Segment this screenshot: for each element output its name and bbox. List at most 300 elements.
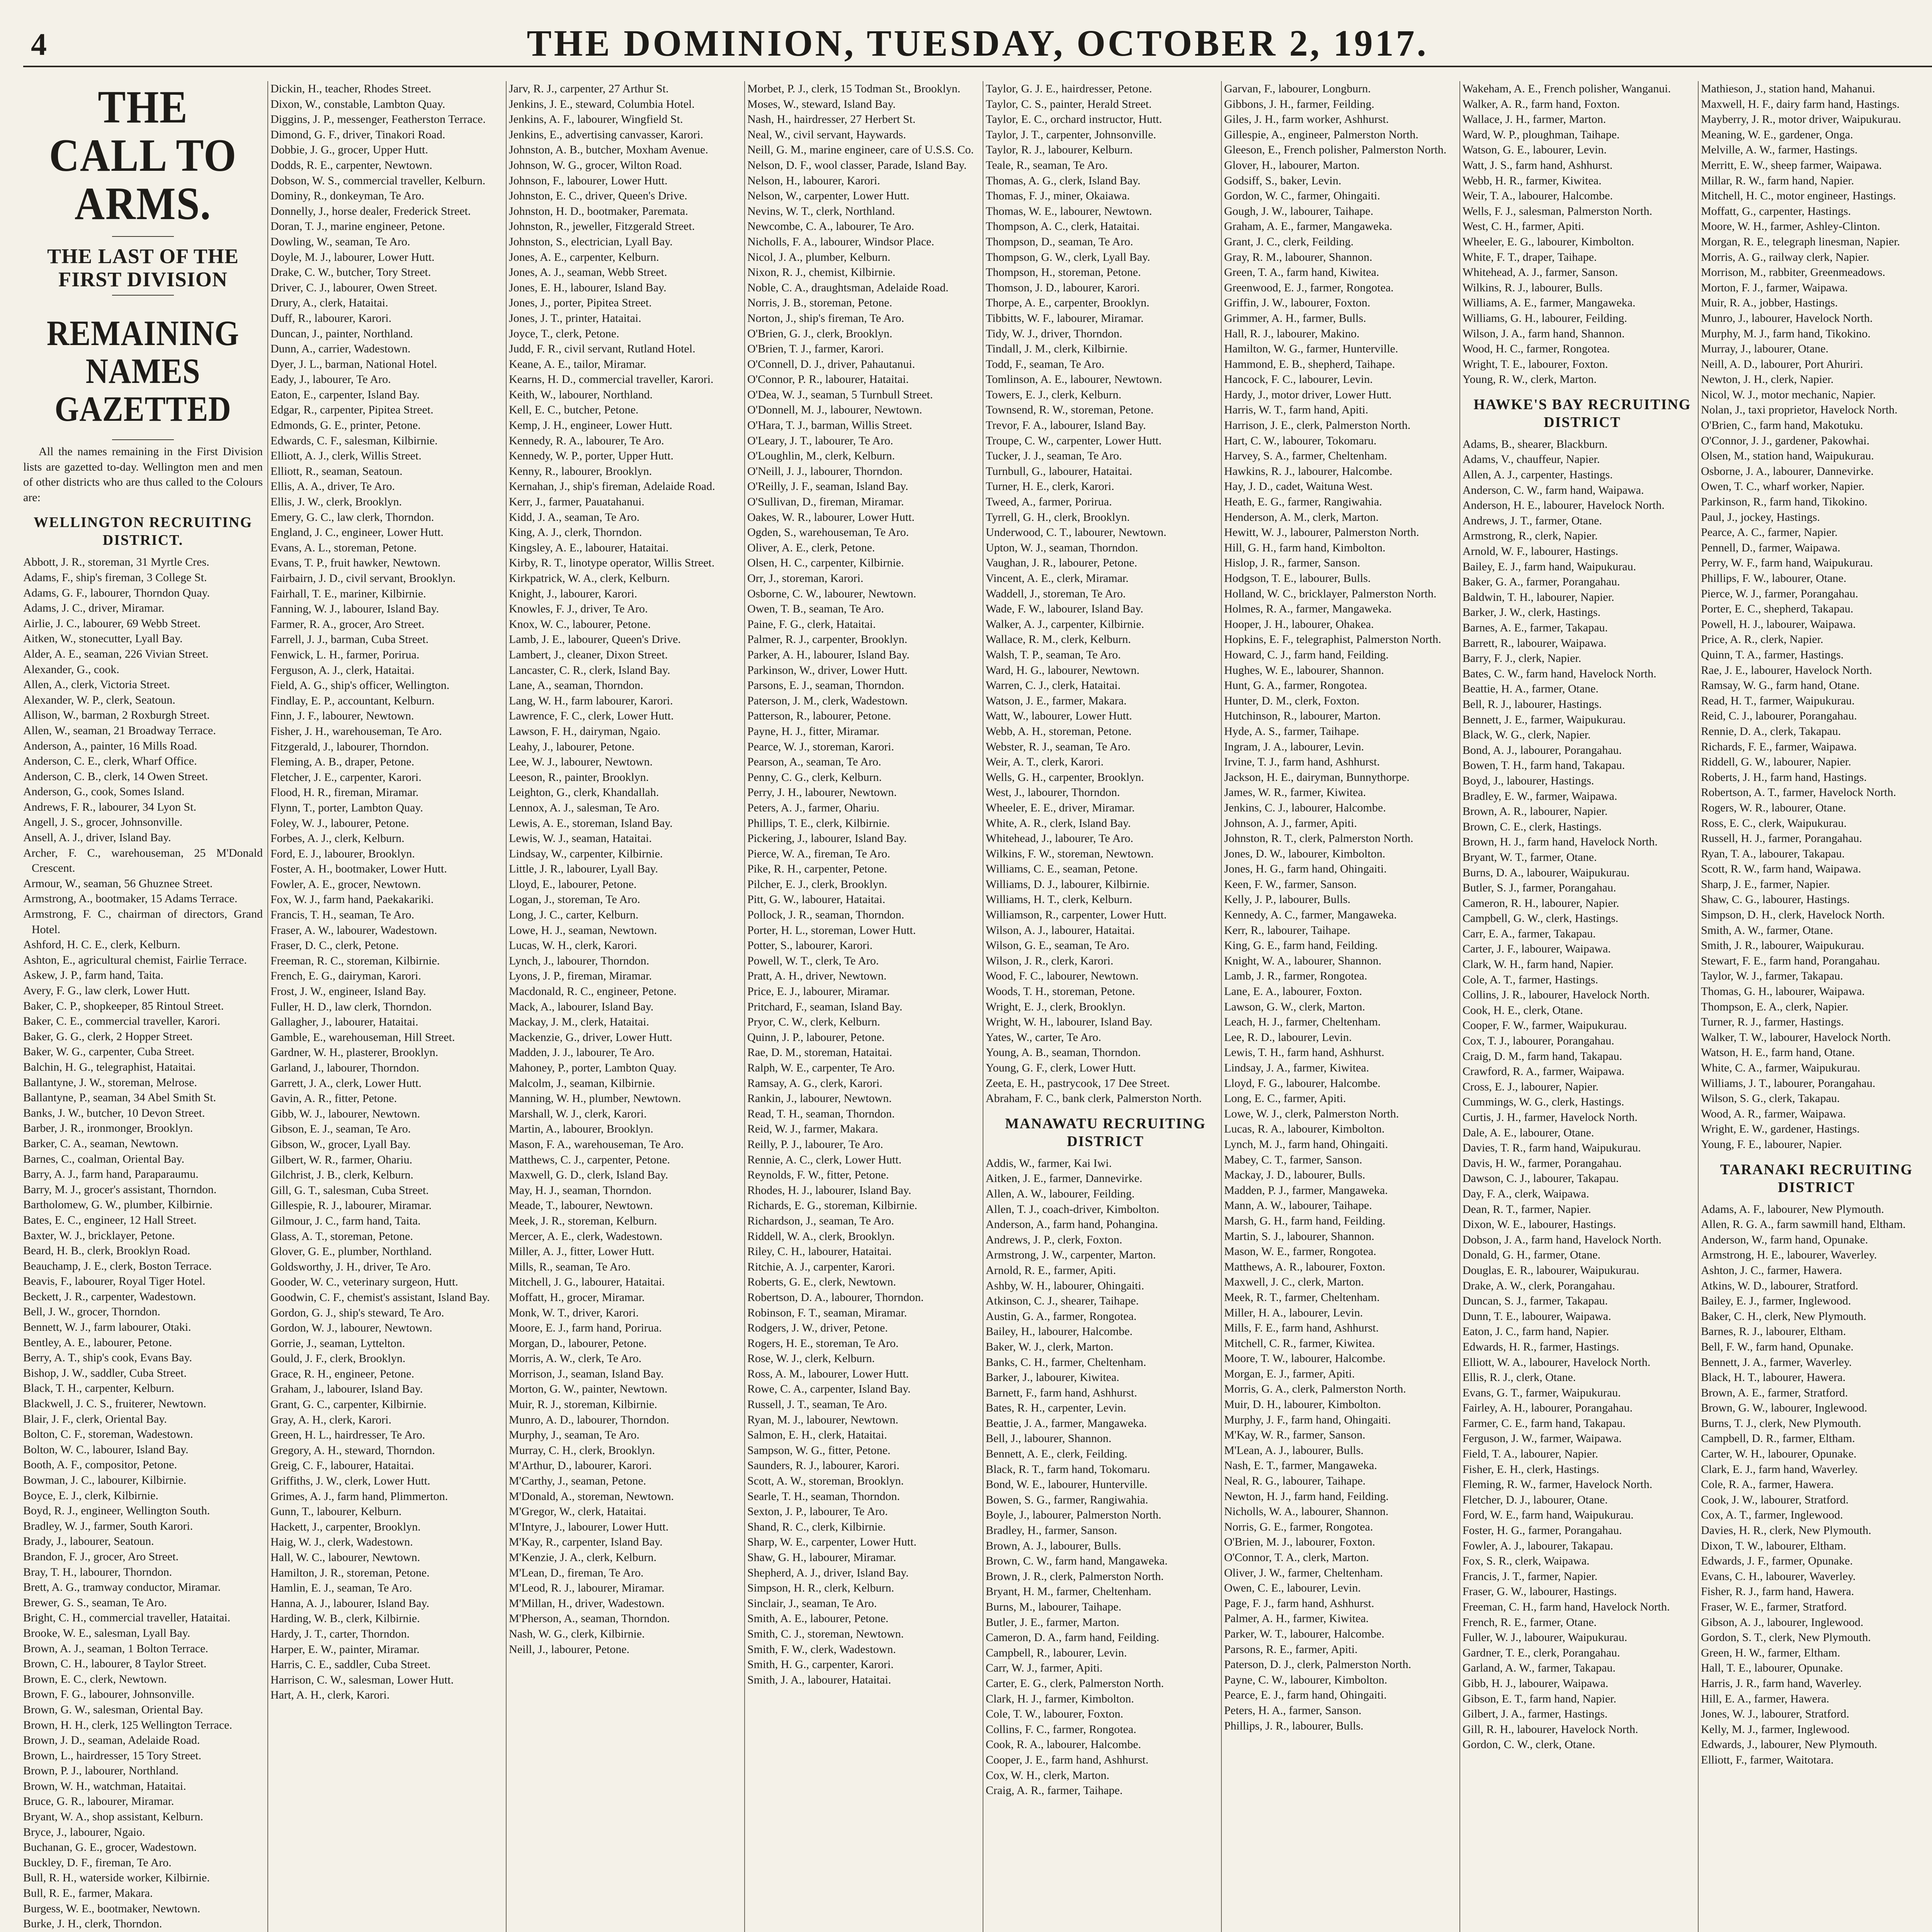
name-entry: Wright, T. E., labourer, Foxton. [1463,357,1608,371]
name-entry: Hewitt, W. J., labourer, Palmerston North. [1224,526,1419,539]
name-entry: Brandon, F. J., grocer, Aro Street. [23,1550,179,1563]
name-entry: Muir, R. A., jobber, Hastings. [1701,296,1838,310]
column-2 [270,81,510,1932]
name-entry: Evans, G. T., farmer, Waipukurau. [1463,1386,1621,1399]
name-entry: Collins, J. R., labourer, Havelock North. [1463,988,1650,1002]
name-entry: Sampson, W. G., fitter, Petone. [747,1444,891,1457]
name-entry: Lee, R. D., labourer, Levin. [1224,1031,1352,1044]
name-entry: Brown, C. W., farm hand, Mangaweka. [986,1554,1168,1568]
name-entry: Nash, H., hairdresser, 27 Herbert St. [747,113,916,126]
name-entry: Hackett, J., carpenter, Brooklyn. [270,1520,421,1533]
name-entry: Gooder, W. C., veterinary surgeon, Hutt. [270,1276,458,1289]
name-entry: Wells, G. H., carpenter, Brooklyn. [986,770,1144,784]
name-entry: Waddell, J., storeman, Te Aro. [986,587,1126,600]
name-entry: Brown, A. J., labourer, Bulls. [986,1539,1121,1552]
name-entry: Nicol, J. A., plumber, Kelburn. [747,250,891,264]
name-entry: Lowe, H. J., seaman, Newtown. [509,923,657,937]
name-entry: Rogers, H. E., storeman, Te Aro. [747,1337,899,1350]
name-entry: Pierce, W. J., farmer, Porangahau. [1701,587,1859,600]
name-entry: Alexander, W. P., clerk, Seatoun. [23,693,175,706]
name-entry: Jones, W. J., labourer, Stratford. [1701,1708,1849,1721]
name-entry: Newton, J. H., clerk, Napier. [1701,373,1834,386]
name-entry: Arnold, R. E., farmer, Apiti. [986,1264,1116,1277]
name-entry: Cross, E. J., labourer, Napier. [1463,1080,1599,1093]
name-entry: Bray, T. H., labourer, Thorndon. [23,1565,172,1578]
name-entry: M'Millan, H., driver, Wadestown. [509,1597,665,1610]
name-entry: Bradley, H., farmer, Sanson. [986,1524,1117,1537]
name-entry: Griffin, J. W., labourer, Foxton. [1224,296,1371,310]
name-entry: Lloyd, E., labourer, Petone. [509,878,637,891]
name-entry: Dunn, T. E., labourer, Waipawa. [1463,1310,1611,1323]
name-entry: Fisher, E. H., clerk, Hastings. [1463,1463,1599,1476]
name-entry: Gould, J. F., clerk, Brooklyn. [270,1352,406,1365]
name-entry: Cooper, J. E., farm hand, Ashhurst. [986,1753,1149,1766]
name-entry: Freeman, R. C., storeman, Kilbirnie. [270,954,440,967]
name-entry: M'Donald, A., storeman, Newtown. [509,1490,674,1503]
district-heading-wellington: WELLINGTON RECRUITING DISTRICT. [33,514,253,549]
name-entry: Murphy, J., seaman, Te Aro. [509,1429,639,1442]
name-entry: Melville, A. W., farmer, Hastings. [1701,143,1858,156]
name-entry: O'Dea, W. J., seaman, 5 Turnbull Street. [747,388,933,401]
name-entry: Bowen, S. G., farmer, Rangiwahia. [986,1493,1148,1506]
name-entry: Phillips, F. W., labourer, Otane. [1701,572,1847,585]
name-entry: Taylor, J. T., carpenter, Johnsonville. [986,128,1156,141]
name-entry: Brooke, W. E., salesman, Lyall Bay. [23,1626,190,1639]
name-entry: Dixon, W. E., labourer, Hastings. [1463,1218,1616,1231]
newspaper-page [23,15,1932,1932]
name-entry: Curtis, J. H., farmer, Havelock North. [1463,1111,1638,1124]
name-entry: Haig, W. J., clerk, Wadestown. [270,1536,413,1549]
name-entry: Salmon, E. H., clerk, Hataitai. [747,1429,887,1442]
name-entry: Wood, A. R., farmer, Waipawa. [1701,1107,1846,1120]
name-entry: Jenkins, J. E., steward, Columbia Hotel. [509,97,695,111]
name-entry: Kirby, R. T., linotype operator, Willis Street. [509,556,715,570]
name-entry: Young, R. W., clerk, Marton. [1463,373,1597,386]
name-entry: Monk, W. T., driver, Karori. [509,1306,639,1319]
name-entry: Smith, C. J., storeman, Newtown. [747,1627,904,1640]
name-entry: Wilkins, R. J., labourer, Bulls. [1463,281,1603,294]
name-entry: Pierce, W. A., fireman, Te Aro. [747,847,890,860]
name-entry: Allen, W., seaman, 21 Broadway Terrace. [23,724,216,737]
name-entry: Brown, J. R., clerk, Palmerston North. [986,1570,1164,1583]
subheadline: THE LAST OF THE FIRST DIVISION [47,245,239,291]
name-entry: Boyle, J., labourer, Palmerston North. [986,1509,1162,1522]
name-entry: Hardy, J., motor driver, Lower Hutt. [1224,388,1392,401]
name-entry: Harrison, C. W., salesman, Lower Hutt. [270,1673,454,1686]
name-entry: Morris, A. W., clerk, Te Aro. [509,1352,642,1365]
name-entry: Kerr, R., labourer, Taihape. [1224,923,1350,937]
name-entry: Arnold, W. F., labourer, Hastings. [1463,545,1619,558]
name-entry: Jones, H. G., farm hand, Ohingaiti. [1224,862,1387,876]
name-entry: Cox, A. T., farmer, Inglewood. [1701,1509,1843,1522]
name-entry: Brown, F. G., labourer, Johnsonville. [23,1688,195,1701]
name-entry: Brown, L., hairdresser, 15 Tory Street. [23,1749,202,1762]
name-entry: Fowler, A. E., grocer, Newtown. [270,878,421,891]
name-entry: Bryant, H. M., farmer, Cheltenham. [986,1585,1151,1598]
name-entry: Thomas, A. G., clerk, Island Bay. [986,174,1141,187]
name-entry: Weir, T. A., labourer, Halcombe. [1463,189,1613,202]
name-entry: Price, E. J., labourer, Miramar. [747,985,890,998]
name-entry: Munro, J., labourer, Havelock North. [1701,311,1873,325]
name-list [509,81,748,1657]
name-entry: Ellis, J. W., clerk, Brooklyn. [270,495,402,509]
name-entry: Jarv, R. J., carpenter, 27 Arthur St. [509,82,669,95]
name-entry: Fraser, W. E., farmer, Stratford. [1701,1600,1847,1613]
name-entry: Hunt, G. A., farmer, Rongotea. [1224,679,1367,692]
name-entry: Baker, W. J., clerk, Marton. [986,1340,1114,1353]
name-entry: Goldsworthy, J. H., driver, Te Aro. [270,1260,431,1273]
name-entry: Donnelly, J., horse dealer, Frederick Street. [270,204,471,218]
name-entry: Ward, W. P., ploughman, Taihape. [1463,128,1620,141]
name-entry: Fuller, H. D., law clerk, Thorndon. [270,1000,432,1013]
name-entry: Kerr, J., farmer, Pauatahanui. [509,495,645,509]
name-entry: Ashford, H. C. E., clerk, Kelburn. [23,938,180,951]
name-entry: Elliott, W. A., labourer, Havelock North. [1463,1355,1651,1369]
name-entry: Dobson, W. S., commercial traveller, Kelburn. [270,174,486,187]
name-entry: Kennedy, R. A., labourer, Te Aro. [509,434,664,447]
name-entry: M'Lean, D., fireman, Te Aro. [509,1566,644,1579]
name-entry: Patterson, R., labourer, Petone. [747,709,891,723]
name-entry: Fisher, R. J., farm hand, Hawera. [1701,1585,1854,1598]
name-entry: Bell, F. W., farm hand, Opunake. [1701,1340,1854,1353]
name-entry: Mathieson, J., station hand, Mahanui. [1701,82,1875,95]
name-entry: Bryce, J., labourer, Ngaio. [23,1825,145,1838]
name-entry: Baker, C. P., shopkeeper, 85 Rintoul Street. [23,999,224,1012]
name-entry: Kennedy, A. C., farmer, Mangaweka. [1224,908,1397,922]
name-entry: Gamble, E., warehouseman, Hill Street. [270,1031,455,1044]
name-entry: Hooper, J. H., labourer, Ohakea. [1224,617,1374,631]
name-entry: Morris, A. G., railway clerk, Napier. [1701,250,1869,264]
name-entry: Lennox, A. J., salesman, Te Aro. [509,801,660,814]
name-entry: Flynn, T., porter, Lambton Quay. [270,801,423,814]
name-entry: Bryant, W. T., farmer, Otane. [1463,850,1597,864]
name-entry: Stewart, F. E., farm hand, Porangahau. [1701,954,1880,967]
name-entry: Scott, R. W., farm hand, Waipawa. [1701,862,1861,876]
column-1 [23,81,263,1932]
name-entry: Oliver, A. E., clerk, Petone. [747,541,875,554]
name-entry: Brown, G. W., labourer, Inglewood. [1701,1401,1867,1415]
name-entry: Johnson, W. G., grocer, Wilton Road. [509,158,682,172]
name-entry: Payne, C. W., labourer, Kimbolton. [1224,1673,1388,1686]
name-entry: Bates, C. W., farm hand, Havelock North. [1463,667,1656,680]
name-entry: Watson, G. E., labourer, Levin. [1463,143,1607,156]
name-entry: Paterson, D. J., clerk, Palmerston North. [1224,1658,1412,1671]
name-entry: Fox, S. R., clerk, Waipawa. [1463,1554,1590,1568]
name-entry: Smith, J. R., labourer, Waipukurau. [1701,939,1864,952]
name-entry: O'Sullivan, D., fireman, Miramar. [747,495,904,509]
name-entry: Tidy, W. J., driver, Thorndon. [986,327,1122,340]
name-entry: Knox, W. C., labourer, Petone. [509,617,651,631]
name-entry: Brown, H. H., clerk, 125 Wellington Terrace. [23,1718,232,1731]
name-entry: Gregory, A. H., steward, Thorndon. [270,1444,435,1457]
name-entry: Turner, H. E., clerk, Karori. [986,480,1114,493]
name-entry: Little, J. R., labourer, Lyall Bay. [509,862,658,876]
name-entry: M'Intyre, J., labourer, Lower Hutt. [509,1520,669,1533]
name-entry: Beard, H. B., clerk, Brooklyn Road. [23,1244,190,1257]
district-heading-hawkes-bay: HAWKE'S BAY RECRUITING DISTRICT [1473,396,1691,430]
name-entry: Baker, G. A., farmer, Porangahau. [1463,575,1620,588]
name-entry: Jones, E. H., labourer, Island Bay. [509,281,667,294]
name-entry: Morgan, D., labourer, Petone. [509,1337,647,1350]
name-entry: Cole, T. W., labourer, Foxton. [986,1708,1124,1721]
name-entry: Fox, W. J., farm hand, Paekakariki. [270,893,434,906]
name-entry: Davis, H. W., farmer, Porangahau. [1463,1156,1622,1170]
name-entry: Craig, A. R., farmer, Taihape. [986,1784,1123,1797]
name-entry: Addis, W., farmer, Kai Iwi. [986,1156,1112,1170]
name-entry: Ballantyne, P., seaman, 34 Abel Smith St. [23,1091,216,1104]
name-entry: Fairley, A. H., labourer, Porangahau. [1463,1401,1633,1415]
name-entry: Gorrie, J., seaman, Lyttelton. [270,1337,405,1350]
name-entry: Graham, A. E., farmer, Mangaweka. [1224,220,1393,233]
name-entry: Pollock, J. R., seaman, Thorndon. [747,908,905,922]
name-entry: Grant, J. C., clerk, Feilding. [1224,235,1354,248]
name-entry: Buckley, D. F., fireman, Te Aro. [23,1856,172,1869]
name-entry: Airlie, J. C., labourer, 69 Webb Street. [23,617,201,630]
name-entry: O'Donnell, M. J., labourer, Newtown. [747,403,922,417]
name-entry: Ramsay, W. G., farm hand, Otane. [1701,679,1860,692]
name-entry: O'Connell, D. J., driver, Pahautanui. [747,357,915,371]
name-entry: Harper, E. W., painter, Miramar. [270,1643,420,1656]
name-entry: Johnston, E. C., driver, Queen's Drive. [509,189,687,202]
name-entry: Rhodes, H. J., labourer, Island Bay. [747,1184,912,1197]
name-entry: Murray, C. H., clerk, Brooklyn. [509,1444,655,1457]
name-entry: Thomson, J. D., labourer, Karori. [986,281,1140,294]
name-entry: Barker, J., labourer, Kiwitea. [986,1371,1119,1384]
name-entry: Anderson, H. E., labourer, Havelock North. [1463,499,1665,512]
name-entry: Berry, A. T., ship's cook, Evans Bay. [23,1351,192,1364]
name-entry: Burgess, W. E., bootmaker, Newtown. [23,1902,201,1915]
name-entry: Anderson, G., cook, Somes Island. [23,785,185,798]
name-entry: Dominy, R., donkeyman, Te Aro. [270,189,424,202]
name-entry: Saunders, R. J., labourer, Karori. [747,1459,900,1472]
name-entry: Gavin, A. R., fitter, Petone. [270,1092,397,1105]
name-entry: Wilson, G. E., seaman, Te Aro. [986,939,1129,952]
name-list [986,81,1225,1106]
name-entry: Anderson, A., farm hand, Pohangina. [986,1218,1158,1231]
name-entry: Russell, J. T., seaman, Te Aro. [747,1398,888,1411]
name-entry: Merritt, E. W., sheep farmer, Waipawa. [1701,158,1882,172]
column-rule [267,81,268,1932]
name-entry: Ryan, M. J., labourer, Newtown. [747,1413,898,1426]
name-entry: Glover, G. E., plumber, Northland. [270,1245,432,1258]
name-entry: Fleming, R. W., farmer, Havelock North. [1463,1478,1653,1491]
name-entry: Gibbons, J. H., farmer, Feilding. [1224,97,1374,111]
name-entry: Pickering, J., labourer, Island Bay. [747,832,907,845]
name-entry: Upton, W. J., seaman, Thorndon. [986,541,1138,554]
name-entry: French, E. G., dairyman, Karori. [270,969,421,983]
divider [112,439,174,440]
name-entry: Harris, C. E., saddler, Cuba Street. [270,1658,431,1671]
name-entry: Freeman, C. H., farm hand, Havelock North. [1463,1600,1670,1613]
name-entry: Mitchell, J. G., labourer, Hataitai. [509,1276,665,1289]
name-entry: Brown, J. D., seaman, Adelaide Road. [23,1734,200,1747]
name-entry: Anderson, W., farm hand, Opunake. [1701,1233,1868,1246]
name-entry: Donald, G. H., farmer, Otane. [1463,1248,1601,1262]
name-entry: Wallace, R. M., clerk, Kelburn. [986,633,1131,646]
name-entry: Todd, F., seaman, Te Aro. [986,357,1104,371]
name-entry: Davies, H. R., clerk, New Plymouth. [1701,1524,1871,1537]
name-entry: Hutchinson, R., labourer, Marton. [1224,709,1381,723]
name-entry: Hall, T. E., labourer, Opunake. [1701,1662,1843,1675]
name-entry: Moffatt, G., carpenter, Hastings. [1701,204,1851,218]
name-entry: Cole, A. T., farmer, Hastings. [1463,973,1598,986]
name-entry: Bradley, W. J., farmer, South Karori. [23,1519,193,1532]
name-entry: Campbell, D. R., farmer, Eltham. [1701,1432,1855,1445]
name-entry: Kidd, J. A., seaman, Te Aro. [509,510,640,524]
name-entry: Morton, F. J., farmer, Waipawa. [1701,281,1848,294]
name-entry: Morrison, M., rabbiter, Greenmeadows. [1701,266,1886,279]
name-entry: Wood, H. C., farmer, Rongotea. [1463,342,1610,355]
name-entry: Pratt, A. H., driver, Newtown. [747,969,887,983]
name-entry: Judd, F. R., civil servant, Rutland Hotel. [509,342,696,355]
name-entry: Neill, G. M., marine engineer, care of U.S.S. Co. [747,143,974,156]
name-entry: Lawrence, F. C., clerk, Lower Hutt. [509,709,674,723]
name-entry: Olsen, H. C., carpenter, Kilbirnie. [747,556,904,570]
name-entry: Marsh, G. H., farm hand, Feilding. [1224,1214,1386,1227]
name-entry: Doyle, M. J., labourer, Lower Hutt. [270,250,435,264]
name-entry: Kingsley, A. E., labourer, Hataitai. [509,541,669,554]
name-entry: Hamilton, J. R., storeman, Petone. [270,1566,430,1579]
name-entry: Holmes, R. A., farmer, Mangaweka. [1224,602,1392,616]
name-entry: Ford, W. E., farm hand, Waipukurau. [1463,1509,1634,1522]
name-entry: Gunn, T., labourer, Kelburn. [270,1505,402,1518]
name-entry: Brown, C. H., labourer, 8 Taylor Street. [23,1657,207,1670]
name-entry: Kemp, J. H., engineer, Lower Hutt. [509,419,672,432]
name-entry: Farmer, R. A., grocer, Aro Street. [270,617,425,631]
intro-paragraph: All the names remaining in the First Division lists are gazetted to-day. Wellington men and men of other districts who are thus called to the Colours are: [23,445,263,504]
name-entry: Osborne, C. W., labourer, Newtown. [747,587,917,600]
name-entry: Reid, W. J., farmer, Makara. [747,1122,878,1136]
name-entry: Cook, J. W., labourer, Stratford. [1701,1493,1849,1506]
name-entry: Leahy, J., labourer, Petone. [509,740,635,753]
name-entry: Walker, A. R., farm hand, Foxton. [1463,97,1620,111]
name-entry: Scott, A. W., storeman, Brooklyn. [747,1475,904,1488]
name-entry: Fenwick, L. H., farmer, Porirua. [270,648,420,661]
name-entry: Angell, J. S., grocer, Johnsonville. [23,816,183,829]
name-entry: Riddell, W. A., clerk, Brooklyn. [747,1230,895,1243]
name-entry: Fitzgerald, J., labourer, Thorndon. [270,740,429,753]
name-entry: Hill, E. A., farmer, Hawera. [1701,1692,1830,1705]
name-entry: Tweed, A., farmer, Porirua. [986,495,1112,509]
name-entry: Walsh, T. P., seaman, Te Aro. [986,648,1121,661]
name-entry: Armstrong, F. C., chairman of directors, Grand Hotel. [23,908,263,936]
name-entry: Zeeta, E. H., pastrycook, 17 Dee Street. [986,1077,1170,1090]
name-entry: Rennie, A. C., clerk, Lower Hutt. [747,1153,902,1166]
name-entry: Bowen, T. H., farm hand, Takapau. [1463,759,1625,772]
name-entry: Clark, W. H., farm hand, Napier. [1463,958,1614,971]
name-entry: Giles, J. H., farm worker, Ashhurst. [1224,113,1389,126]
name-entry: James, W. R., farmer, Kiwitea. [1224,786,1366,799]
name-entry: Craig, D. M., farm hand, Takapau. [1463,1049,1622,1063]
name-entry: Walker, A. J., carpenter, Kilbirnie. [986,617,1145,631]
name-entry: Gray, A. H., clerk, Karori. [270,1413,391,1426]
name-entry: Kelly, J. P., labourer, Bulls. [1224,893,1350,906]
name-entry: Malcolm, J., seaman, Kilbirnie. [509,1077,655,1090]
name-entry: Elliott, A. J., clerk, Willis Street. [270,449,422,463]
name-entry: Barber, J. R., ironmonger, Brooklyn. [23,1122,193,1135]
name-entry: Mann, A. W., labourer, Taihape. [1224,1199,1372,1212]
name-list [1701,1202,1932,1768]
name-entry: Black, H. T., labourer, Hawera. [1701,1371,1846,1384]
name-entry: Hamlin, E. J., seaman, Te Aro. [270,1582,412,1595]
name-entry: Whitehead, J., labourer, Te Aro. [986,832,1133,845]
name-entry: Parkinson, W., driver, Lower Hutt. [747,663,908,677]
name-entry: Baker, C. E., commercial traveller, Karori. [23,1015,220,1028]
name-entry: Taylor, E. C., orchard instructor, Hutt. [986,113,1162,126]
name-entry: Grace, R. H., engineer, Petone. [270,1367,414,1380]
name-entry: Edwards, C. F., salesman, Kilbirnie. [270,434,438,447]
name-entry: O'Leary, J. T., labourer, Te Aro. [747,434,893,447]
name-entry: Black, W. G., clerk, Napier. [1463,728,1591,742]
name-entry: Bentley, A. E., labourer, Petone. [23,1336,172,1349]
name-entry: Nelson, H., labourer, Karori. [747,174,880,187]
name-entry: Smith, J. A., labourer, Hataitai. [747,1673,891,1686]
name-entry: Graham, J., labourer, Island Bay. [270,1383,423,1396]
name-entry: Johnson, A. J., farmer, Apiti. [1224,816,1357,830]
name-entry: Eady, J., labourer, Te Aro. [270,373,391,386]
name-entry: Bell, R. J., labourer, Hastings. [1463,697,1602,711]
name-entry: Fisher, J. H., warehouseman, Te Aro. [270,724,442,738]
name-entry: Bennett, J. A., farmer, Waverley. [1701,1355,1852,1369]
name-entry: Bell, J. W., grocer, Thorndon. [23,1305,160,1318]
name-entry: Mills, F. E., farm hand, Ashhurst. [1224,1321,1379,1335]
name-entry: Williams, G. H., labourer, Feilding. [1463,311,1627,325]
name-entry: Hall, W. C., labourer, Newtown. [270,1551,420,1564]
name-entry: Anderson, C. B., clerk, 14 Owen Street. [23,770,208,783]
name-entry: Tyrrell, G. H., clerk, Brooklyn. [986,510,1130,524]
name-entry: Ellis, R. J., clerk, Otane. [1463,1371,1576,1384]
name-entry: Fraser, A. W., labourer, Wadestown. [270,923,437,937]
name-entry: Elliott, F., farmer, Waitotara. [1701,1753,1834,1766]
name-entry: Jones, D. W., labourer, Kimbolton. [1224,847,1386,860]
name-entry: Moses, W., steward, Island Bay. [747,97,896,111]
name-entry: Watt, W., labourer, Lower Hutt. [986,709,1132,723]
name-entry: Gillespie, R. J., labourer, Miramar. [270,1199,432,1212]
name-entry: Cooper, F. W., farmer, Waipukurau. [1463,1019,1627,1032]
name-entry: Taylor, G. J. E., hairdresser, Petone. [986,82,1152,95]
name-entry: Bates, E. C., engineer, 12 Hall Street. [23,1213,197,1226]
name-entry: M'Pherson, A., seaman, Thorndon. [509,1612,670,1625]
name-entry: Blair, J. F., clerk, Oriental Bay. [23,1412,167,1425]
name-entry: Ashton, E., agricultural chemist, Fairlie Terrace. [23,953,247,966]
name-entry: Clark, H. J., farmer, Kimbolton. [986,1692,1134,1705]
name-entry: Muir, D. H., labourer, Kimbolton. [1224,1398,1381,1411]
name-entry: Bartholomew, G. W., plumber, Kilbirnie. [23,1198,213,1211]
name-entry: Harris, J. R., farm hand, Waverley. [1701,1677,1862,1690]
name-entry: Johnson, F., labourer, Lower Hutt. [509,174,668,187]
name-entry: Powell, W. T., clerk, Te Aro. [747,954,879,967]
name-list [1463,437,1702,1752]
name-entry: Hall, R. J., labourer, Makino. [1224,327,1360,340]
headline: THE CALL TO ARMS. [49,81,237,229]
name-entry: Day, F. A., clerk, Waipawa. [1463,1187,1589,1200]
name-entry: Reynolds, F. W., fitter, Petone. [747,1168,889,1182]
name-entry: Eaton, J. C., farm hand, Napier. [1463,1325,1609,1338]
name-entry: M'Leod, R. J., labourer, Miramar. [509,1582,665,1595]
name-entry: Ogden, S., warehouseman, Te Aro. [747,526,909,539]
name-entry: Townsend, R. W., storeman, Petone. [986,403,1154,417]
name-entry: Bates, R. H., carpenter, Levin. [986,1401,1126,1415]
name-entry: Murphy, M. J., farm hand, Tikokino. [1701,327,1871,340]
name-entry: Adams, F., ship's fireman, 3 College St. [23,571,207,584]
name-entry: Brown, E. C., clerk, Newtown. [23,1672,167,1685]
name-entry: Boyce, E. J., clerk, Kilbirnie. [23,1489,158,1502]
name-entry: Mason, F. A., warehouseman, Te Aro. [509,1138,684,1151]
name-entry: Teale, R., seaman, Te Aro. [986,158,1108,172]
name-entry: Lancaster, C. R., clerk, Island Bay. [509,663,670,677]
name-entry: Baker, C. H., clerk, New Plymouth. [1701,1310,1866,1323]
name-entry: Thomas, G. H., labourer, Waipawa. [1701,985,1865,998]
